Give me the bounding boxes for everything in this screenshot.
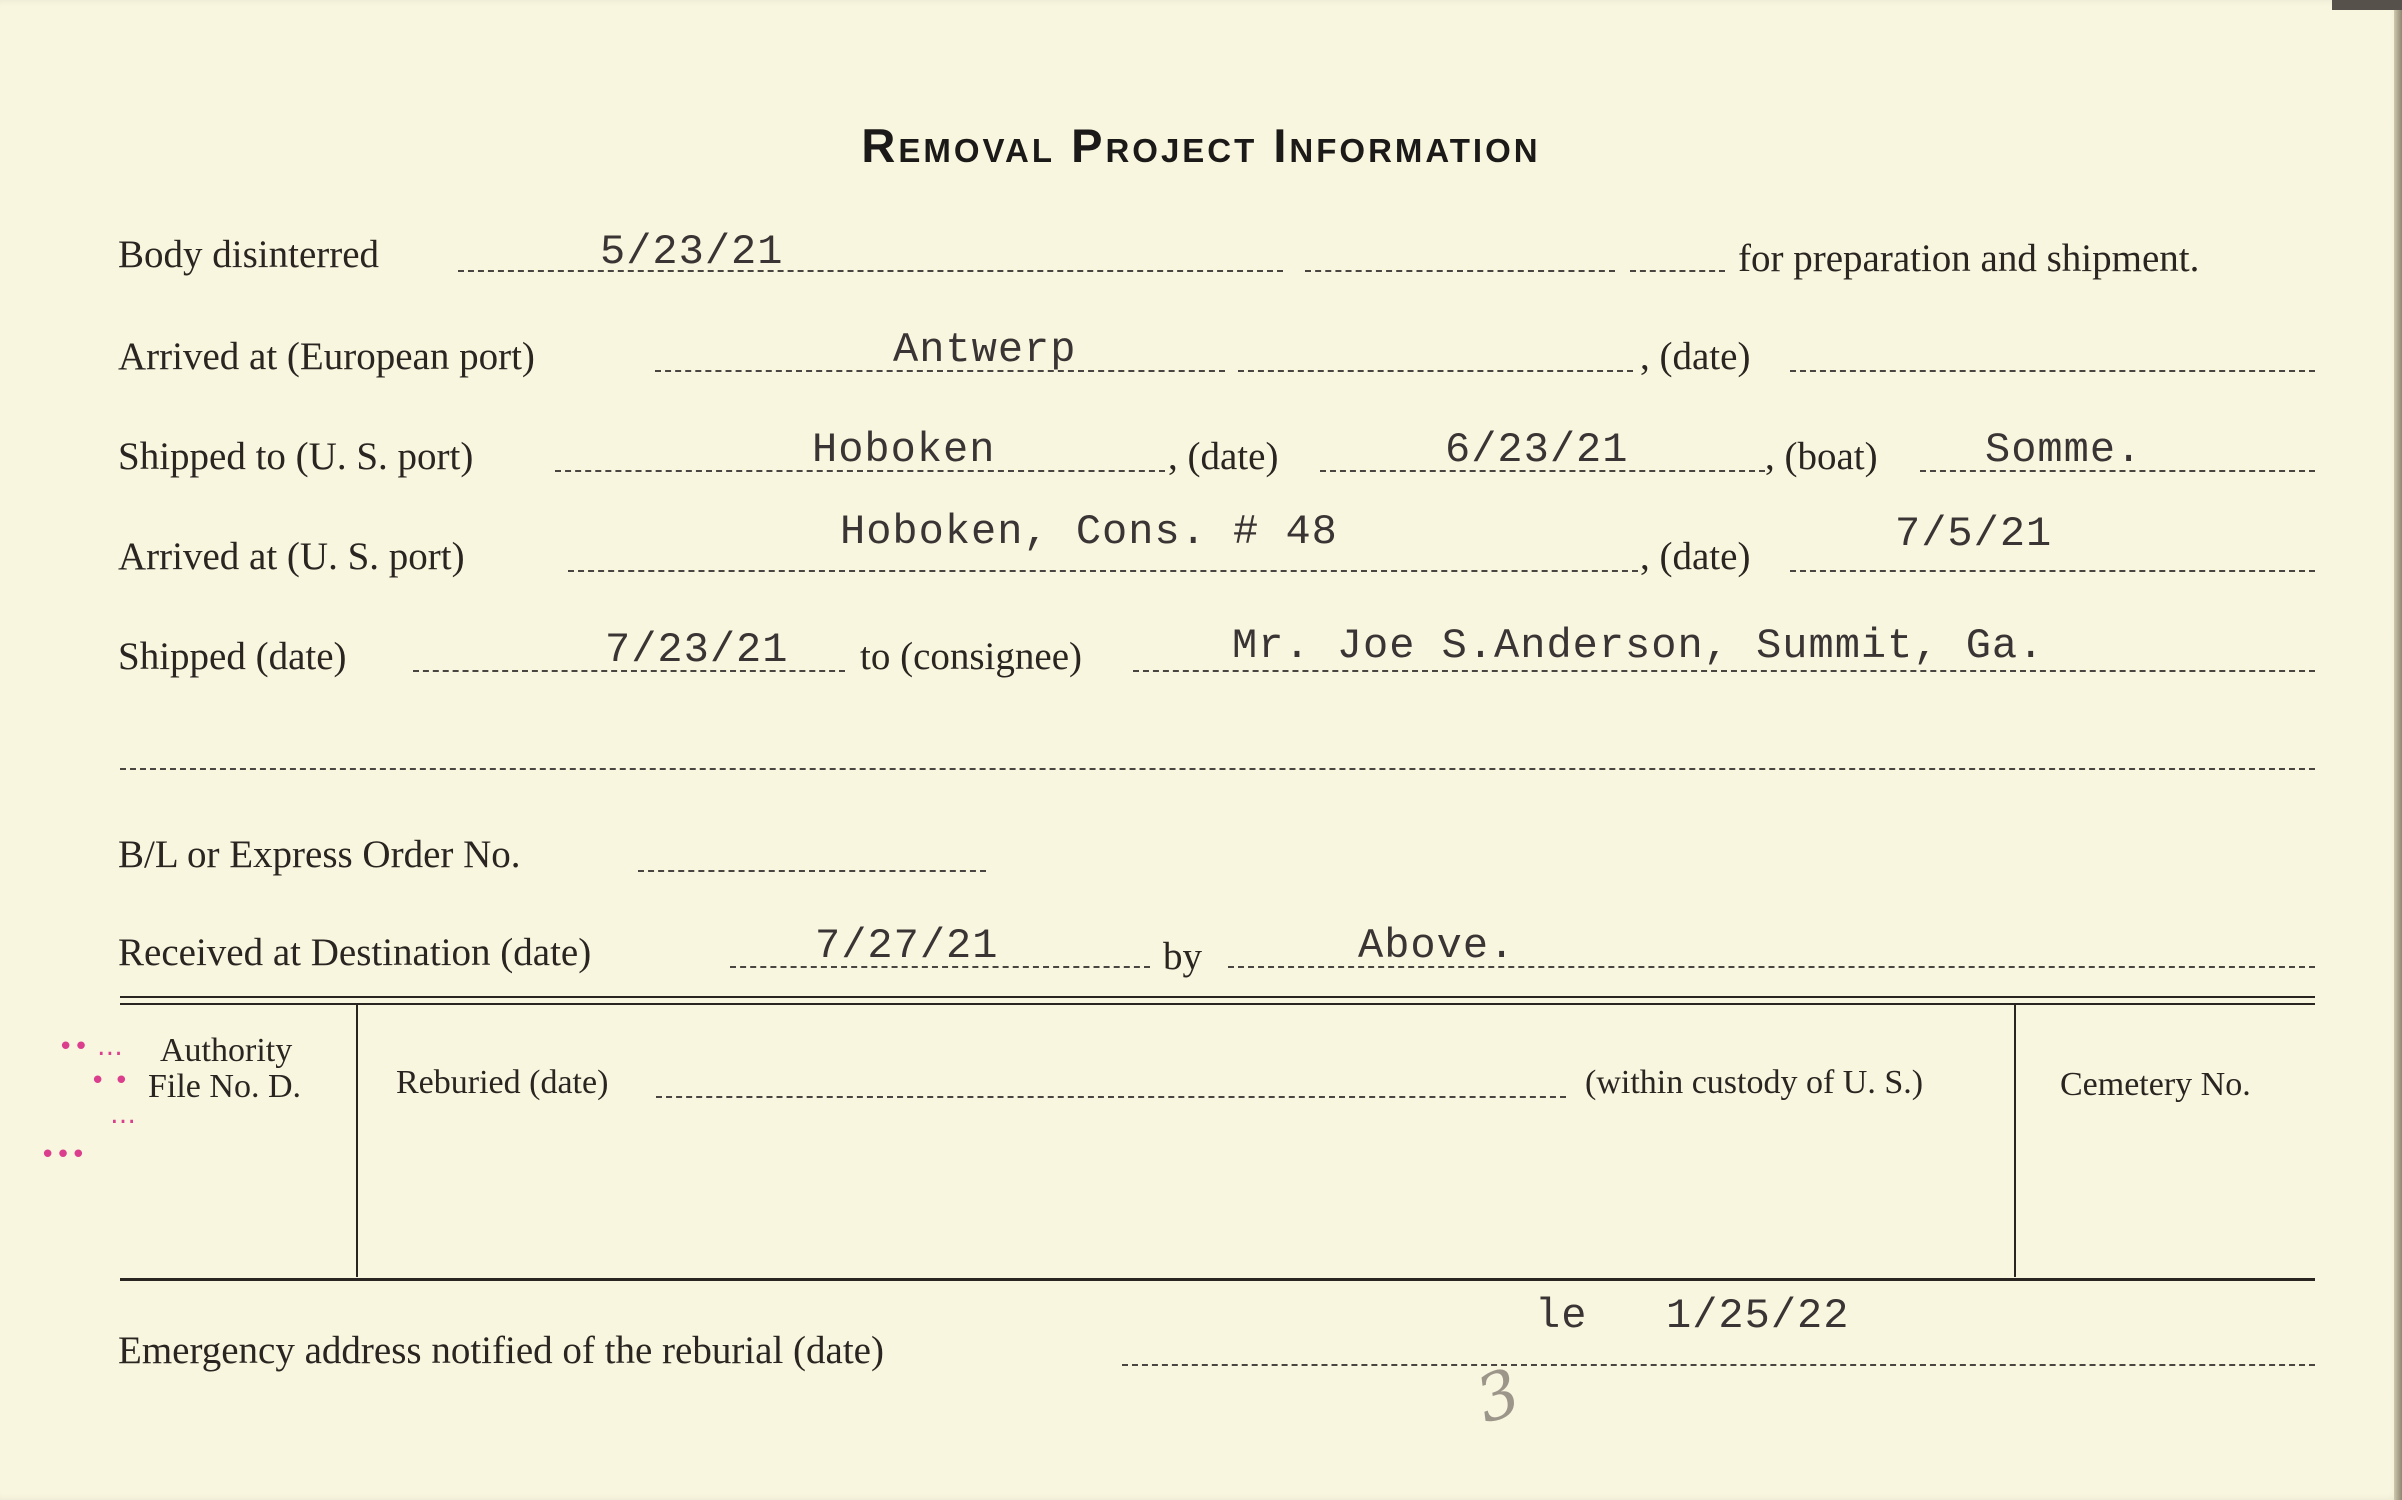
stamp-mark-2: • • (90, 1066, 129, 1096)
emergency-label: Emergency address notified of the reburial (date) (118, 1329, 884, 1372)
emergency-value: le 1/25/22 (1535, 1292, 1850, 1340)
shipped-to-us-date: 6/23/21 (1445, 426, 1629, 474)
consignee-label: to (consignee) (860, 635, 1083, 678)
arrived-us-date: 7/5/21 (1895, 510, 2053, 558)
consignee-line (1133, 670, 2315, 672)
body-disinterred-label: Body disinterred (118, 233, 380, 276)
shipped-to-us-boat: Somme. (1985, 426, 2143, 474)
body-disinterred-line (458, 270, 1283, 272)
emergency-line (1122, 1364, 2315, 1366)
custody-label: (within custody of U. S.) (1585, 1064, 1924, 1101)
stamp-mark-3: … (110, 1100, 136, 1130)
arrived-us-date-label: , (date) (1640, 535, 1751, 578)
arrived-european-line-2 (1238, 370, 1633, 372)
shipped-date-value: 7/23/21 (605, 626, 789, 674)
shipped-to-us-port: Hoboken (812, 426, 996, 474)
arrived-us-line (568, 570, 1638, 572)
pencil-mark: 3 (1467, 1355, 1530, 1439)
stamp-mark: •• … (58, 1032, 123, 1062)
shipped-to-us-boat-label: , (boat) (1765, 435, 1878, 478)
body-disinterred-line-3 (1630, 270, 1725, 272)
cemetery-label: Cemetery No. (2060, 1066, 2251, 1103)
arrived-us-value: Hoboken, Cons. # 48 (840, 508, 1338, 556)
reburied-line (656, 1096, 1566, 1098)
reburied-label: Reburied (date) (396, 1064, 609, 1101)
shipped-date-label: Shipped (date) (118, 635, 347, 678)
table-bottom-rule (120, 1278, 2315, 1281)
table-divider-right (2014, 1005, 2016, 1277)
bl-order-line (638, 870, 986, 872)
arrived-european-value: Antwerp (893, 326, 1077, 374)
received-label: Received at Destination (date) (118, 931, 592, 974)
arrived-european-label: Arrived at (European port) (118, 335, 535, 378)
shipped-to-us-date-label: , (date) (1168, 435, 1279, 478)
arrived-us-date-line (1790, 570, 2315, 572)
card-title: Removal Project Information (861, 119, 1541, 172)
bl-order-label: B/L or Express Order No. (118, 833, 521, 876)
blank-line (120, 768, 2315, 770)
shipped-to-us-label: Shipped to (U. S. port) (118, 435, 474, 478)
received-by: Above. (1358, 922, 1516, 970)
stamp-mark-4: ••• (40, 1140, 87, 1170)
consignee-value: Mr. Joe S.Anderson, Summit, Ga. (1232, 622, 2045, 670)
authority-label: Authority (160, 1032, 293, 1069)
arrived-european-date-line (1790, 370, 2315, 372)
file-no-label: File No. D. (148, 1068, 301, 1105)
received-date: 7/27/21 (815, 922, 999, 970)
arrived-european-date-label: , (date) (1640, 335, 1751, 378)
table-top-rule (120, 996, 2315, 998)
table-divider-left (356, 1005, 358, 1277)
received-by-label: by (1163, 935, 1202, 978)
table-top-rule-2 (120, 1003, 2315, 1005)
body-disinterred-line-2 (1305, 270, 1615, 272)
body-disinterred-value: 5/23/21 (600, 228, 784, 276)
body-disinterred-suffix: for preparation and shipment. (1738, 237, 2200, 280)
card-corner (2332, 0, 2402, 10)
card-edge (2394, 0, 2402, 1500)
arrived-us-label: Arrived at (U. S. port) (118, 535, 465, 578)
